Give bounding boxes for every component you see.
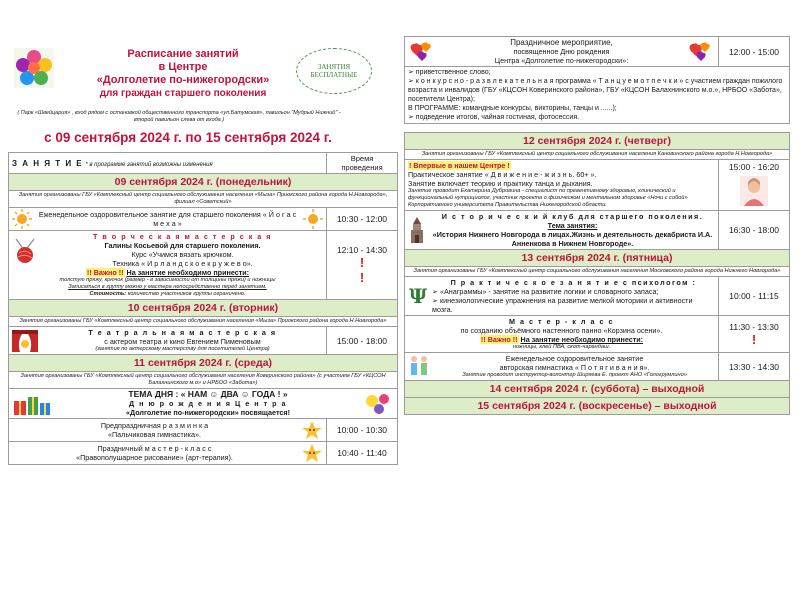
day-heading: 10 сентября 2024 г. (вторник): [9, 300, 398, 317]
time-column-header: Время проведения: [327, 153, 398, 174]
event-movement-life: ! Впервые в нашем Центре ! Практическое занятие « Д в и ж е н и е - ж и з н ь. 60+ ». Занятие включает теорию и практику танца и дыхания. Занятие проводит Екатерина Дубровина - специалист по превентивному здоровью, клинический и функциональный нутрициолог, участник проекта о физическом и ментальном здоровье «Ночи с собой» Корпоративного университета Правительства Нижегородской области.: [405, 160, 719, 211]
day-row: [9, 174, 398, 191]
event-time-cell: [719, 316, 790, 353]
day-row: [405, 250, 790, 267]
event-time-cell: [327, 231, 398, 300]
day-row: [9, 300, 398, 317]
day-row: [405, 133, 790, 150]
table-row: [405, 316, 790, 353]
smiley-star-icon: [301, 443, 323, 463]
lesson-column-header: З А Н Я Т И Е * в программе занятий возможны изменения: [9, 153, 327, 174]
stamp-line-2: БЕСПЛАТНЫЕ: [310, 71, 358, 79]
organizer-row: [9, 317, 398, 327]
yarn-ball-icon: [12, 235, 38, 265]
exclamation-icon: !: [751, 331, 757, 347]
day-heading: 09 сентября 2024 г. (понедельник): [9, 174, 398, 191]
day-heading: 14 сентября 2024 г. (суббота) – выходной: [405, 381, 790, 398]
theatre-icon: [12, 330, 38, 352]
table-row: [9, 419, 398, 442]
sun-icon: [12, 209, 32, 229]
left-schedule-table: [8, 152, 398, 465]
table-row: [9, 389, 398, 419]
event-time: 13:30 - 14:30: [719, 353, 790, 381]
table-row: [405, 160, 790, 211]
flower-logo-icon: [14, 48, 54, 88]
schedule-header: [8, 40, 398, 152]
right-page: [404, 36, 790, 566]
event-psychologist: Ψ П р а к т и ч е с к о е з а н я т и е с психологом : ➢ «Анаграммы» - занятие на развитие логики и словарного запаса; ➢ кинезиологические упражнения на развитие мелкой моторики и активности мозга.: [405, 277, 719, 316]
event-birthday-theme: ТЕМА ДНЯ : « НАМ ☺ ДВА ☺ ГОДА ! » Д н ю р о ж д е н и я Ц е н т р а «Долголетие по-нижегородски» посвящается!: [9, 389, 398, 419]
table-row: [9, 442, 398, 465]
schedule-title: [68, 48, 298, 100]
svg-text:Ψ: Ψ: [408, 285, 428, 307]
event-time: 15:00 - 16:20: [728, 162, 780, 172]
event-art-therapy: Праздничный м а с т е р - к л а с с «Правополушарное рисование» (арт-терапия).: [9, 442, 327, 465]
event-theatre-workshop: Т е а т р а л ь н а я м а с т е р с к а я с актером театра и кино Евгением Пименовым (занятия по актерскому мастерству для посетителей Центра): [9, 327, 327, 355]
event-birthday-celebration: Праздничное мероприятие, посвященное Дню рождения Центра «Долголетие по-нижегородски»:: [405, 37, 719, 67]
event-history-club: И с т о р и ч е с к и й клуб для старшего поколения. Тема занятия: «История Нижнего Новгорода в лицах.Жизнь и деятельность декабриста И.А. Анненкова в Нижнем Новгороде».: [405, 211, 719, 250]
organizer-note: Занятия организованы ГБУ «Комплексный центр социального обслуживания населения Московского района города Нижнего Новгорода»: [405, 267, 790, 277]
table-row: [405, 211, 790, 250]
event-time: 11:30 - 13:30: [729, 321, 779, 332]
event-time: 10:40 - 11:40: [327, 442, 398, 465]
organizer-row: [405, 150, 790, 160]
exclamation-icon: !: [359, 255, 365, 270]
exclamation-icon: !: [359, 270, 365, 285]
organizer-row: [9, 191, 398, 208]
smiley-star-icon: [301, 420, 323, 440]
table-row: [9, 208, 398, 231]
table-row: [9, 231, 398, 300]
event-time: 10:00 - 11:15: [719, 277, 790, 316]
kremlin-tower-icon: [408, 217, 426, 243]
organizer-row: [9, 372, 398, 389]
organizer-note: Занятия организованы ГБУ «Комплексный центр социального обслуживания населения Коверинского района» (с участием ГБУ «КЦСОН Балахнинского м.о» и НРБОО «Забота»): [9, 372, 398, 389]
people-icon: [408, 355, 430, 379]
heart-balloons-icon: [687, 40, 715, 64]
day-heading: 13 сентября 2024 г. (пятница): [405, 250, 790, 267]
stamp-line-1: ЗАНЯТИЯ: [317, 63, 351, 71]
left-page: [8, 40, 398, 562]
right-schedule-table: [404, 36, 790, 415]
event-time: 12:00 - 15:00: [719, 37, 790, 67]
address-note: ( Парк «Швейцария» , вход рядом с остановкой общественного транспорта «ул.Батумская», павильон "Мудрый Нижний" - второй павильон слева от входа ): [17, 110, 341, 123]
event-time: 10:00 - 10:30: [327, 419, 398, 442]
event-time: 12:10 - 14:30: [336, 245, 388, 255]
organizer-row: [405, 267, 790, 277]
table-row: [405, 67, 790, 124]
title-line-3: «Долголетие по-нижегородски»: [96, 74, 270, 86]
table-row: [9, 327, 398, 355]
title-line-2: в Центре: [158, 61, 208, 73]
day-heading: 11 сентября 2024 г. (среда): [9, 355, 398, 372]
day-row: [9, 355, 398, 372]
psi-icon: [408, 285, 428, 307]
day-row: [405, 381, 790, 398]
event-time-cell: [719, 160, 790, 211]
title-line-4: для граждан старшего поколения: [99, 88, 267, 99]
event-time: 10:30 - 12:00: [327, 208, 398, 231]
organizer-note: Занятия организованы ГБУ «Комплексный центр социального обслуживания населения Кановинского района города Н.Новгорода»: [405, 150, 790, 160]
table-row: [405, 277, 790, 316]
event-time: 15:00 - 18:00: [327, 327, 398, 355]
event-yoga-laughter: Еженедельное оздоровительное занятие для старшего поколения « Й о г а с м е х а »: [9, 208, 327, 231]
organizer-note: Занятия организованы ГБУ «Комплексный центр социального обслуживания населения «Мыза» Приокского района города Н.Новгорода»: [9, 317, 398, 327]
event-crochet-workshop: Т в о р ч е с к а я м а с т е р с к а я Галины Косьевой для старшего поколения. Курс «Учимся вязать крючком. Техника « И р л а н д с к о е к р у ж е в о». !! Важно !! На занятие необходимо принести: толстую пряжу, крючок (размер - в зависимости от толщины пряжи) и ножницы Записаться в группу можно у мастера непосредственно перед занятием. Стоимость: количество участников группы ограничено.: [9, 231, 327, 300]
event-time: 16:30 - 18:00: [719, 211, 790, 250]
event-stretching-gym: Еженедельное оздоровительное занятие авторская гимнастика « П о т я г и в а н и я». Занятие проводит инструктор-волонтер Ширяева Е. проект АНО «Гологрумлино»: [405, 353, 719, 381]
instructor-photo-icon: [740, 176, 768, 206]
event-birthday-program: ➢ приветственное слово; ➢ к о н к у р с н о - р а з в л е к а т е л ь н а я программа « Т а н ц у е м о т п е ч к и » с участием граждан пожилого возраста и инвалидов (ГБУ «КЦСОН Коверинского района», ГБУ «КЦСОН Балахнинского м.о.», НРБОО «Забота», посетители Центра); В ПРОГРАММЕ: командные конкурсы, викторины, танцы и ......); ➢ подведение итогов, чайная гостиная, фотосессия.: [405, 67, 790, 124]
organizer-note: Занятия организованы ГБУ «Комплексный центр социального обслуживания населения «Мыза» Приокского района города Н.Новгорода», филиал «Советский»: [9, 191, 398, 208]
day-heading: 15 сентября 2024 г. (воскресенье) – выходной: [405, 398, 790, 415]
free-classes-stamp: [296, 48, 372, 94]
column-header-row: [9, 153, 398, 174]
day-row: [405, 398, 790, 415]
heart-balloons-icon: [408, 40, 436, 64]
table-row: [405, 37, 790, 67]
table-row: [405, 353, 790, 381]
title-line-1: Расписание занятий: [127, 48, 239, 60]
party-icon: [364, 391, 394, 417]
schedule-period: с 09 сентября 2024 г. по 15 сентября 2024 г.: [44, 130, 332, 145]
day-heading: 12 сентября 2024 г. (четверг): [405, 133, 790, 150]
sun-icon: [303, 209, 323, 229]
gifts-icon: [12, 391, 52, 417]
event-finger-gym: Предпраздничная р а з м и н к а «Пальчиковая гимнастика».: [9, 419, 327, 442]
event-masterclass-panel: М а с т е р - к л а с с по созданию объёмного настенного панно «Корзина осени». !! Важно !! На занятие необходимо принести: ножницы, клей ПВА, скот-чарандаш.: [405, 316, 719, 353]
